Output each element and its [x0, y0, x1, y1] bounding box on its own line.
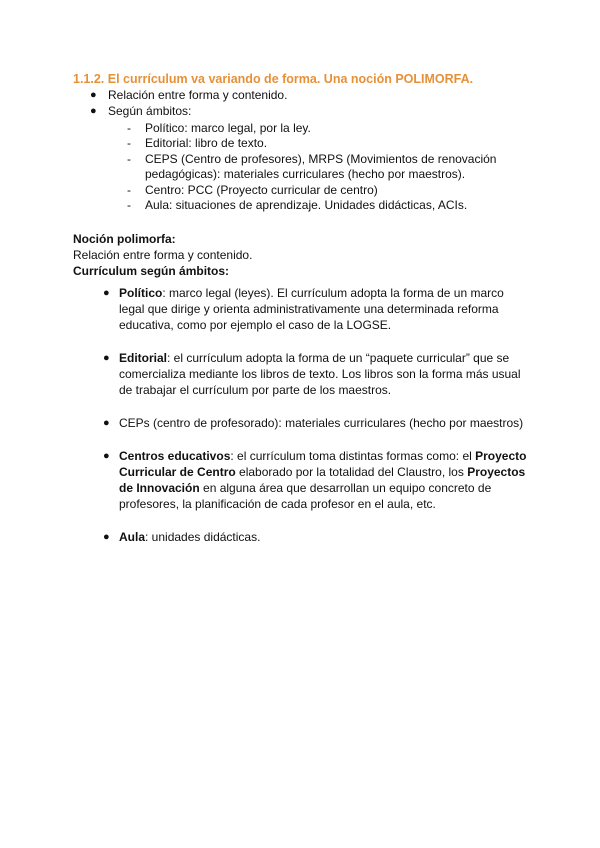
section-heading: 1.1.2. El currículum va variando de forma. Una noción POLIMORFA.	[73, 72, 474, 86]
ambito-term: Aula	[119, 530, 146, 544]
ambito-text: en alguna área que desarrollan un equipo concreto de profesores, la planificación de cada profesor en el aula, etc.	[119, 481, 492, 511]
sub-list-item-text: Editorial: libro de texto.	[145, 136, 268, 150]
list-item-text: Relación entre forma y contenido.	[108, 88, 288, 102]
dash-icon: -	[127, 198, 131, 212]
ambito-centros	[103, 448, 528, 512]
ambito-term: Proyectos de Innovación	[119, 465, 526, 495]
ambitos-list	[103, 285, 528, 562]
nocion-text: Relación entre forma y contenido.	[73, 248, 253, 262]
list-item	[90, 104, 570, 214]
ambito-text: : el currículum toma distintas formas como: el	[230, 449, 476, 463]
sub-list-item-text: Centro: PCC (Proyecto curricular de centro)	[145, 182, 378, 197]
sub-list-item	[127, 121, 570, 137]
ambito-text: elaborado por la totalidad del Claustro, los	[235, 465, 468, 479]
ambito-text: : unidades didácticas.	[145, 530, 261, 544]
bullet-icon: ●	[90, 105, 97, 117]
ambito-ceps	[103, 415, 528, 431]
dash-icon: -	[127, 151, 131, 166]
ambito-text: : marco legal (leyes). El currículum adopta la forma de un marco legal que dirige y orienta administrativamente una determinada reforma educativa, como por ejemplo el caso de la LOGSE.	[119, 286, 504, 332]
bullet-icon: ●	[103, 352, 110, 364]
sub-list-item	[127, 198, 570, 214]
sub-list-item-text: Político: marco legal, por la ley.	[145, 120, 311, 135]
bullet-icon: ●	[103, 450, 110, 462]
bullet-icon: ●	[103, 531, 110, 543]
ambito-text: : el currículum adopta la forma de un “paquete curricular” que se comercializa mediante los libros de texto. Los libros son la forma más usual de trabajar el currículum por parte de los maestros.	[119, 351, 521, 397]
sub-list	[127, 121, 570, 214]
bullet-icon: ●	[103, 417, 110, 429]
sub-list-item-text: Aula: situaciones de aprendizaje. Unidades didácticas, ACIs.	[145, 198, 468, 212]
list-item-text: Según ámbitos:	[108, 104, 192, 118]
sub-list-item	[127, 136, 570, 152]
ambito-politico	[103, 285, 528, 333]
dash-icon: -	[127, 120, 131, 135]
list-item	[90, 88, 570, 104]
summary-list	[90, 88, 570, 214]
ambito-aula	[103, 529, 528, 545]
ambito-term: Proyecto Curricular de Centro	[119, 449, 527, 479]
dash-icon: -	[127, 136, 131, 150]
nocion-title: Noción polimorfa:	[73, 232, 176, 246]
ambito-editorial	[103, 350, 528, 398]
ambito-text: CEPs (centro de profesorado): materiales curriculares (hecho por maestros)	[119, 416, 524, 430]
ambito-term: Centros educativos	[119, 449, 231, 463]
bullet-icon: ●	[90, 89, 97, 101]
ambito-term: Editorial	[119, 351, 168, 365]
sub-list-item	[127, 183, 570, 199]
sub-list-item	[127, 152, 570, 183]
sub-list-item-text: CEPS (Centro de profesores), MRPS (Movimientos de renovación pedagógicas): materiales curriculares (hecho por maestros).	[145, 151, 497, 181]
dash-icon: -	[127, 182, 131, 197]
ambitos-title: Currículum según ámbitos:	[73, 264, 230, 278]
ambito-term: Político	[119, 286, 163, 300]
nocion-block	[73, 231, 553, 279]
bullet-icon: ●	[103, 287, 110, 299]
